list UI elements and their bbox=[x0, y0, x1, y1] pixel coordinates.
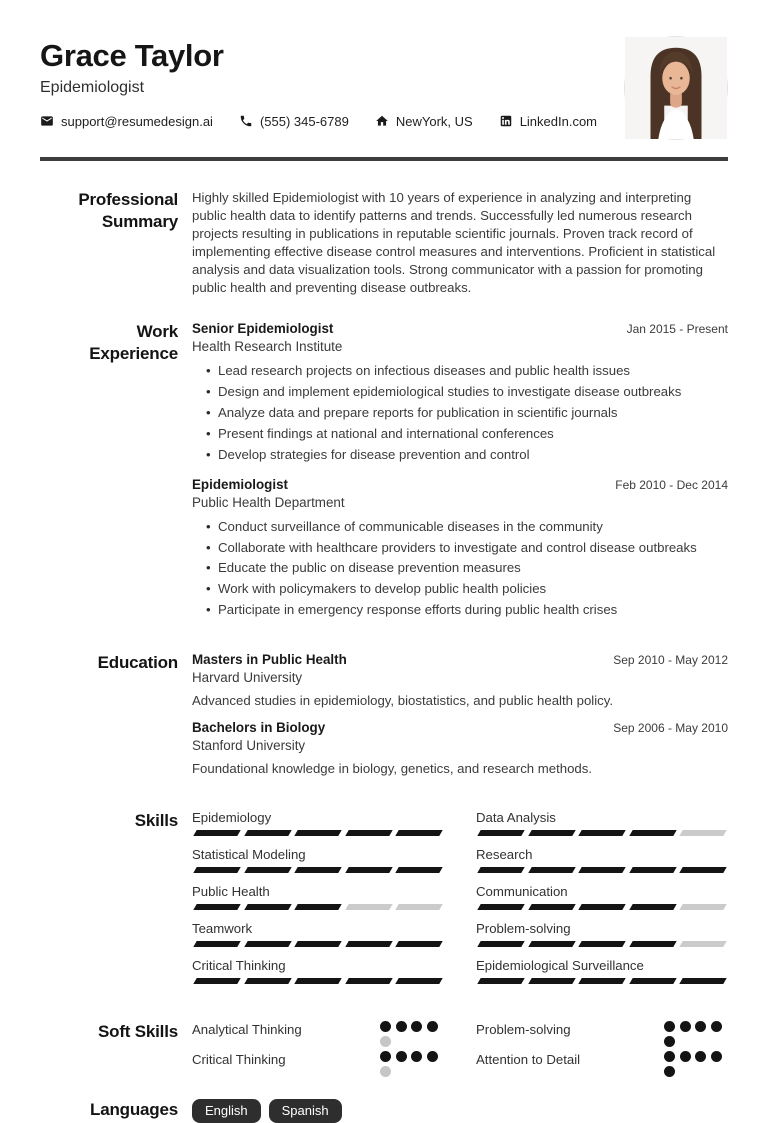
job-company: Health Research Institute bbox=[192, 339, 343, 355]
education-list bbox=[192, 652, 728, 776]
email-icon bbox=[40, 114, 54, 128]
skill-label: Research bbox=[476, 847, 533, 863]
skill-item bbox=[192, 847, 444, 873]
section-skills bbox=[40, 810, 728, 995]
skill-level-bar bbox=[192, 941, 444, 947]
education-header bbox=[192, 652, 728, 667]
school-name: Harvard University bbox=[192, 670, 303, 686]
contact-linkedin-text: LinkedIn.com bbox=[519, 113, 598, 129]
soft-skill-label: Critical Thinking bbox=[192, 1052, 286, 1068]
summary-text: Highly skilled Epidemiologist with 10 years of experience in analyzing and interpreting public health data to identify patterns and trends. Successfully led numerous research projects resulting in publications in reputable scientific journals. Proven track record of implementing effective disease control measures and interventions. Proficient in statistical analysis and data visualization tools. Strong communicator with a passion for promoting public health and preventing disease outbreaks. bbox=[192, 190, 716, 296]
skill-item bbox=[476, 884, 728, 910]
job-title: Epidemiologist bbox=[192, 476, 288, 492]
skill-level-bar bbox=[192, 867, 444, 873]
skill-item bbox=[476, 847, 728, 873]
job-header bbox=[192, 477, 728, 492]
job-bullet-list bbox=[192, 518, 728, 619]
section-work-experience bbox=[40, 321, 728, 622]
degree-title: Masters in Public Health bbox=[192, 652, 347, 668]
contact-phone-text: (555) 345-6789 bbox=[259, 113, 349, 129]
skill-level-bar bbox=[476, 867, 728, 873]
candidate-title: Epidemiologist bbox=[40, 78, 145, 96]
section-label: Professional Summary bbox=[78, 190, 178, 231]
skills-grid bbox=[192, 810, 728, 995]
avatar bbox=[625, 37, 727, 139]
skill-label: Epidemiology bbox=[192, 810, 272, 826]
job-dates: Feb 2010 - Dec 2014 bbox=[615, 477, 728, 492]
education-dates: Sep 2010 - May 2012 bbox=[613, 653, 728, 668]
skill-level-bar bbox=[476, 978, 728, 984]
section-label: Soft Skills bbox=[98, 1022, 178, 1042]
skill-item bbox=[192, 884, 444, 910]
section-label: Skills bbox=[134, 811, 178, 831]
profile-photo bbox=[624, 36, 728, 140]
job-bullet: • Participate in emergency response efforts during public health crises bbox=[206, 601, 728, 618]
skill-item bbox=[192, 921, 444, 947]
skill-label: Problem-solving bbox=[476, 921, 571, 937]
job-entry bbox=[192, 321, 728, 463]
contact-location bbox=[375, 114, 473, 129]
education-entry bbox=[192, 720, 728, 776]
section-soft-skills bbox=[40, 1021, 728, 1081]
skill-item bbox=[476, 810, 728, 836]
soft-skill-dots bbox=[664, 1051, 728, 1077]
skill-level-bar bbox=[192, 904, 444, 910]
job-entry bbox=[192, 477, 728, 619]
soft-skill-dots bbox=[664, 1021, 728, 1047]
skill-label: Statistical Modeling bbox=[192, 847, 306, 863]
job-company: Public Health Department bbox=[192, 494, 345, 510]
education-description: Foundational knowledge in biology, genetics, and research methods. bbox=[192, 761, 593, 777]
candidate-name: Grace Taylor bbox=[40, 38, 224, 73]
skill-label: Communication bbox=[476, 884, 568, 900]
experience-list bbox=[192, 321, 728, 622]
skill-label: Critical Thinking bbox=[192, 958, 286, 974]
job-bullet: • Develop strategies for disease prevention and control bbox=[206, 446, 728, 463]
job-bullet: • Conduct surveillance of communicable diseases in the community bbox=[206, 518, 728, 535]
degree-title: Bachelors in Biology bbox=[192, 720, 326, 736]
header-divider bbox=[40, 157, 728, 161]
job-header bbox=[192, 321, 728, 336]
contact-phone[interactable] bbox=[239, 114, 349, 129]
phone-icon bbox=[239, 114, 253, 128]
soft-skill-label: Problem-solving bbox=[476, 1022, 571, 1038]
section-education bbox=[40, 652, 728, 776]
language-list bbox=[192, 1099, 728, 1123]
skill-level-bar bbox=[192, 978, 444, 984]
contact-email-text: support@resumedesign.ai bbox=[61, 113, 213, 129]
job-dates: Jan 2015 - Present bbox=[626, 322, 728, 337]
education-description: Advanced studies in epidemiology, biostatistics, and public health policy. bbox=[192, 693, 614, 709]
soft-skill-item bbox=[192, 1021, 444, 1047]
soft-skills-grid bbox=[192, 1021, 728, 1081]
section-languages bbox=[40, 1099, 728, 1123]
header-identity bbox=[40, 40, 597, 129]
job-bullet: • Analyze data and prepare reports for publication in scientific journals bbox=[206, 404, 728, 421]
resume-header bbox=[40, 40, 728, 140]
contact-email[interactable] bbox=[40, 114, 213, 129]
education-header bbox=[192, 720, 728, 735]
job-title: Senior Epidemiologist bbox=[192, 321, 334, 337]
soft-skill-item bbox=[192, 1051, 444, 1077]
contact-row bbox=[40, 114, 597, 129]
soft-skill-label: Analytical Thinking bbox=[192, 1022, 302, 1038]
job-bullet: • Work with policymakers to develop public health policies bbox=[206, 580, 728, 597]
skill-level-bar bbox=[476, 904, 728, 910]
skill-level-bar bbox=[476, 830, 728, 836]
section-label: Education bbox=[97, 653, 178, 673]
skill-label: Teamwork bbox=[192, 921, 253, 937]
contact-location-text: NewYork, US bbox=[395, 113, 473, 129]
education-entry bbox=[192, 652, 728, 708]
school-name: Stanford University bbox=[192, 738, 306, 754]
skill-label: Epidemiological Surveillance bbox=[476, 958, 644, 974]
job-bullet: • Lead research projects on infectious diseases and public health issues bbox=[206, 362, 728, 379]
job-bullet: • Present findings at national and international conferences bbox=[206, 425, 728, 442]
language-badge: English bbox=[192, 1099, 261, 1123]
skill-item bbox=[192, 958, 444, 984]
soft-skill-item bbox=[476, 1051, 728, 1077]
soft-skill-label: Attention to Detail bbox=[476, 1052, 581, 1068]
skill-label: Data Analysis bbox=[476, 810, 556, 826]
soft-skill-dots bbox=[380, 1051, 444, 1077]
skill-label: Public Health bbox=[192, 884, 270, 900]
job-bullet-list bbox=[192, 362, 728, 463]
language-badge: Spanish bbox=[269, 1099, 342, 1123]
soft-skill-dots bbox=[380, 1021, 444, 1047]
section-professional-summary bbox=[40, 189, 728, 297]
job-bullet: • Educate the public on disease prevention measures bbox=[206, 559, 728, 576]
section-label: Work Experience bbox=[89, 322, 178, 364]
contact-linkedin[interactable] bbox=[499, 114, 597, 129]
skill-item bbox=[476, 958, 728, 984]
skill-item bbox=[476, 921, 728, 947]
skill-item bbox=[192, 810, 444, 836]
home-icon bbox=[375, 114, 389, 128]
education-dates: Sep 2006 - May 2010 bbox=[613, 721, 728, 736]
job-bullet: • Design and implement epidemiological studies to investigate disease outbreaks bbox=[206, 383, 728, 400]
soft-skill-item bbox=[476, 1021, 728, 1047]
job-bullet: • Collaborate with healthcare providers to investigate and control disease outbreaks bbox=[206, 539, 728, 556]
section-label: Languages bbox=[90, 1100, 178, 1120]
skill-level-bar bbox=[192, 830, 444, 836]
skill-level-bar bbox=[476, 941, 728, 947]
linkedin-icon bbox=[499, 114, 513, 128]
